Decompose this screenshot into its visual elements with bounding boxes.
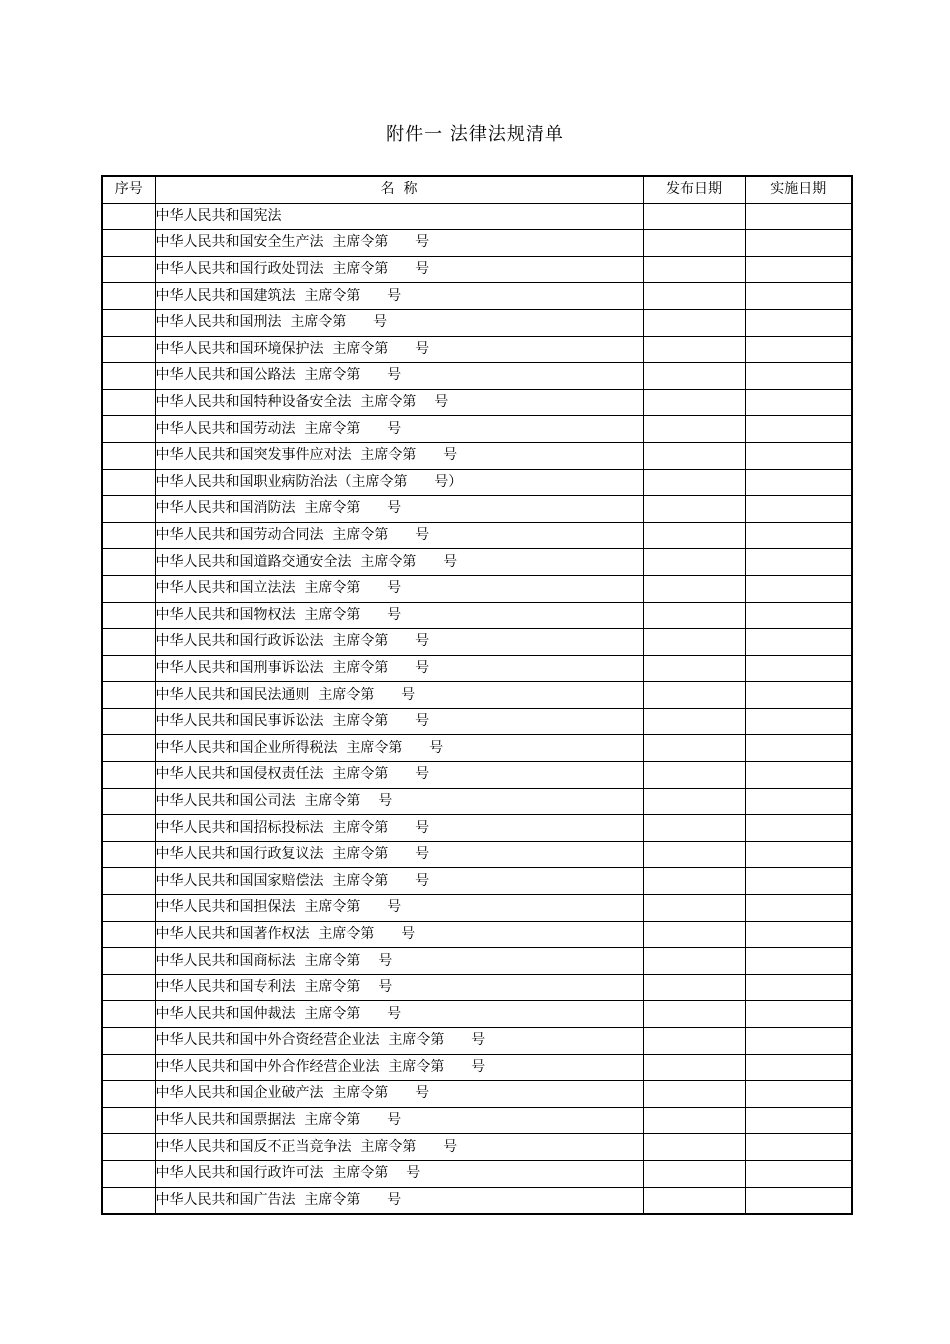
publish-date-cell <box>643 575 745 602</box>
effective-date-cell <box>745 522 852 549</box>
seq-cell <box>102 416 155 443</box>
effective-date-cell <box>745 708 852 735</box>
law-name-cell: 中华人民共和国民事诉讼法 主席令第 号 <box>155 708 643 735</box>
table-header-row <box>102 176 852 203</box>
table-row <box>102 256 852 283</box>
publish-date-cell <box>643 974 745 1001</box>
effective-date-cell <box>745 1107 852 1134</box>
table-row <box>102 336 852 363</box>
seq-cell <box>102 682 155 709</box>
publish-date-cell <box>643 1107 745 1134</box>
seq-cell <box>102 708 155 735</box>
law-name-cell: 中华人民共和国反不正当竞争法 主席令第 号 <box>155 1134 643 1161</box>
seq-cell <box>102 655 155 682</box>
table-row <box>102 309 852 336</box>
publish-date-cell <box>643 1081 745 1108</box>
seq-cell <box>102 336 155 363</box>
publish-date-cell <box>643 522 745 549</box>
publish-date-cell <box>643 841 745 868</box>
effective-date-cell <box>745 788 852 815</box>
publish-date-cell <box>643 469 745 496</box>
law-name-cell: 中华人民共和国招标投标法 主席令第 号 <box>155 815 643 842</box>
publish-date-cell <box>643 309 745 336</box>
table-row <box>102 283 852 310</box>
seq-cell <box>102 1081 155 1108</box>
effective-date-cell <box>745 629 852 656</box>
seq-cell <box>102 496 155 523</box>
effective-date-cell <box>745 1081 852 1108</box>
law-name-cell: 中华人民共和国劳动法 主席令第 号 <box>155 416 643 443</box>
table-body <box>102 203 852 1214</box>
table-row <box>102 389 852 416</box>
effective-date-cell <box>745 602 852 629</box>
effective-date-cell <box>745 363 852 390</box>
law-name-cell: 中华人民共和国突发事件应对法 主席令第 号 <box>155 442 643 469</box>
seq-cell <box>102 1107 155 1134</box>
law-name-cell: 中华人民共和国物权法 主席令第 号 <box>155 602 643 629</box>
table-row <box>102 1107 852 1134</box>
seq-cell <box>102 1001 155 1028</box>
law-name-cell: 中华人民共和国公司法 主席令第 号 <box>155 788 643 815</box>
law-name-cell: 中华人民共和国行政诉讼法 主席令第 号 <box>155 629 643 656</box>
column-header-effective-date: 实施日期 <box>745 176 852 203</box>
table-row <box>102 841 852 868</box>
publish-date-cell <box>643 1134 745 1161</box>
seq-cell <box>102 735 155 762</box>
publish-date-cell <box>643 948 745 975</box>
law-name-cell: 中华人民共和国著作权法 主席令第 号 <box>155 921 643 948</box>
effective-date-cell <box>745 735 852 762</box>
table-row <box>102 602 852 629</box>
publish-date-cell <box>643 1001 745 1028</box>
law-name-cell: 中华人民共和国担保法 主席令第 号 <box>155 895 643 922</box>
table-row <box>102 815 852 842</box>
law-name-cell: 中华人民共和国建筑法 主席令第 号 <box>155 283 643 310</box>
seq-cell <box>102 921 155 948</box>
effective-date-cell <box>745 496 852 523</box>
publish-date-cell <box>643 629 745 656</box>
publish-date-cell <box>643 442 745 469</box>
table-row <box>102 469 852 496</box>
law-name-cell: 中华人民共和国道路交通安全法 主席令第 号 <box>155 549 643 576</box>
seq-cell <box>102 549 155 576</box>
seq-cell <box>102 629 155 656</box>
publish-date-cell <box>643 868 745 895</box>
effective-date-cell <box>745 549 852 576</box>
effective-date-cell <box>745 469 852 496</box>
seq-cell <box>102 203 155 230</box>
table-row <box>102 1028 852 1055</box>
seq-cell <box>102 1054 155 1081</box>
table-row <box>102 416 852 443</box>
law-name-cell: 中华人民共和国中外合资经营企业法 主席令第 号 <box>155 1028 643 1055</box>
publish-date-cell <box>643 363 745 390</box>
law-name-cell: 中华人民共和国劳动合同法 主席令第 号 <box>155 522 643 549</box>
publish-date-cell <box>643 1187 745 1214</box>
table-row <box>102 868 852 895</box>
effective-date-cell <box>745 815 852 842</box>
law-name-cell: 中华人民共和国公路法 主席令第 号 <box>155 363 643 390</box>
table-row <box>102 895 852 922</box>
effective-date-cell <box>745 309 852 336</box>
table-row <box>102 496 852 523</box>
table-row <box>102 655 852 682</box>
law-name-cell: 中华人民共和国企业破产法 主席令第 号 <box>155 1081 643 1108</box>
seq-cell <box>102 841 155 868</box>
publish-date-cell <box>643 762 745 789</box>
table-row <box>102 442 852 469</box>
table-row <box>102 921 852 948</box>
table-row <box>102 549 852 576</box>
column-header-publish-date: 发布日期 <box>643 176 745 203</box>
table-row <box>102 708 852 735</box>
law-name-cell: 中华人民共和国专利法 主席令第 号 <box>155 974 643 1001</box>
seq-cell <box>102 762 155 789</box>
publish-date-cell <box>643 895 745 922</box>
effective-date-cell <box>745 389 852 416</box>
publish-date-cell <box>643 815 745 842</box>
seq-cell <box>102 868 155 895</box>
table-row <box>102 1134 852 1161</box>
publish-date-cell <box>643 682 745 709</box>
effective-date-cell <box>745 655 852 682</box>
publish-date-cell <box>643 496 745 523</box>
seq-cell <box>102 309 155 336</box>
publish-date-cell <box>643 203 745 230</box>
law-name-cell: 中华人民共和国侵权责任法 主席令第 号 <box>155 762 643 789</box>
publish-date-cell <box>643 735 745 762</box>
page-title: 附件一 法律法规清单 <box>386 124 564 145</box>
law-name-cell: 中华人民共和国消防法 主席令第 号 <box>155 496 643 523</box>
effective-date-cell <box>745 1028 852 1055</box>
publish-date-cell <box>643 549 745 576</box>
seq-cell <box>102 442 155 469</box>
seq-cell <box>102 948 155 975</box>
seq-cell <box>102 815 155 842</box>
table-row <box>102 203 852 230</box>
seq-cell <box>102 1160 155 1187</box>
seq-cell <box>102 363 155 390</box>
effective-date-cell <box>745 1160 852 1187</box>
publish-date-cell <box>643 1160 745 1187</box>
table-row <box>102 682 852 709</box>
seq-cell <box>102 1028 155 1055</box>
publish-date-cell <box>643 788 745 815</box>
table-row <box>102 363 852 390</box>
publish-date-cell <box>643 602 745 629</box>
effective-date-cell <box>745 283 852 310</box>
publish-date-cell <box>643 256 745 283</box>
effective-date-cell <box>745 868 852 895</box>
law-name-cell: 中华人民共和国环境保护法 主席令第 号 <box>155 336 643 363</box>
seq-cell <box>102 895 155 922</box>
effective-date-cell <box>745 682 852 709</box>
effective-date-cell <box>745 1134 852 1161</box>
law-name-cell: 中华人民共和国中外合作经营企业法 主席令第 号 <box>155 1054 643 1081</box>
publish-date-cell <box>643 921 745 948</box>
table-row <box>102 974 852 1001</box>
effective-date-cell <box>745 442 852 469</box>
law-name-cell: 中华人民共和国国家赔偿法 主席令第 号 <box>155 868 643 895</box>
effective-date-cell <box>745 921 852 948</box>
law-name-cell: 中华人民共和国票据法 主席令第 号 <box>155 1107 643 1134</box>
seq-cell <box>102 1134 155 1161</box>
table-row <box>102 1001 852 1028</box>
table-row <box>102 948 852 975</box>
effective-date-cell <box>745 974 852 1001</box>
publish-date-cell <box>643 655 745 682</box>
effective-date-cell <box>745 336 852 363</box>
effective-date-cell <box>745 762 852 789</box>
law-name-cell: 中华人民共和国宪法 <box>155 203 643 230</box>
publish-date-cell <box>643 336 745 363</box>
seq-cell <box>102 602 155 629</box>
effective-date-cell <box>745 948 852 975</box>
law-name-cell: 中华人民共和国特种设备安全法 主席令第 号 <box>155 389 643 416</box>
effective-date-cell <box>745 1001 852 1028</box>
table-row <box>102 788 852 815</box>
table-row <box>102 1081 852 1108</box>
law-name-cell: 中华人民共和国企业所得税法 主席令第 号 <box>155 735 643 762</box>
seq-cell <box>102 575 155 602</box>
publish-date-cell <box>643 708 745 735</box>
law-name-cell: 中华人民共和国行政许可法 主席令第 号 <box>155 1160 643 1187</box>
publish-date-cell <box>643 1054 745 1081</box>
effective-date-cell <box>745 841 852 868</box>
law-name-cell: 中华人民共和国安全生产法 主席令第 号 <box>155 230 643 257</box>
table-row <box>102 230 852 257</box>
publish-date-cell <box>643 416 745 443</box>
law-name-cell: 中华人民共和国商标法 主席令第 号 <box>155 948 643 975</box>
publish-date-cell <box>643 230 745 257</box>
table-row <box>102 575 852 602</box>
law-name-cell: 中华人民共和国民法通则 主席令第 号 <box>155 682 643 709</box>
law-name-cell: 中华人民共和国刑法 主席令第 号 <box>155 309 643 336</box>
law-name-cell: 中华人民共和国立法法 主席令第 号 <box>155 575 643 602</box>
table-row <box>102 522 852 549</box>
law-name-cell: 中华人民共和国行政处罚法 主席令第 号 <box>155 256 643 283</box>
seq-cell <box>102 283 155 310</box>
effective-date-cell <box>745 575 852 602</box>
law-name-cell: 中华人民共和国仲裁法 主席令第 号 <box>155 1001 643 1028</box>
law-name-cell: 中华人民共和国职业病防治法（主席令第 号） <box>155 469 643 496</box>
effective-date-cell <box>745 256 852 283</box>
seq-cell <box>102 1187 155 1214</box>
table-row <box>102 1187 852 1214</box>
table-row <box>102 735 852 762</box>
effective-date-cell <box>745 203 852 230</box>
seq-cell <box>102 469 155 496</box>
seq-cell <box>102 788 155 815</box>
seq-cell <box>102 256 155 283</box>
law-name-cell: 中华人民共和国行政复议法 主席令第 号 <box>155 841 643 868</box>
effective-date-cell <box>745 230 852 257</box>
publish-date-cell <box>643 1028 745 1055</box>
seq-cell <box>102 389 155 416</box>
law-name-cell: 中华人民共和国广告法 主席令第 号 <box>155 1187 643 1214</box>
table-row <box>102 1054 852 1081</box>
effective-date-cell <box>745 1054 852 1081</box>
seq-cell <box>102 230 155 257</box>
column-header-name: 名 称 <box>155 176 643 203</box>
effective-date-cell <box>745 416 852 443</box>
column-header-seq: 序号 <box>102 176 155 203</box>
seq-cell <box>102 522 155 549</box>
table-row <box>102 629 852 656</box>
table-row <box>102 1160 852 1187</box>
effective-date-cell <box>745 1187 852 1214</box>
publish-date-cell <box>643 389 745 416</box>
law-name-cell: 中华人民共和国刑事诉讼法 主席令第 号 <box>155 655 643 682</box>
publish-date-cell <box>643 283 745 310</box>
table-row <box>102 762 852 789</box>
law-list-table <box>101 175 853 1215</box>
effective-date-cell <box>745 895 852 922</box>
seq-cell <box>102 974 155 1001</box>
